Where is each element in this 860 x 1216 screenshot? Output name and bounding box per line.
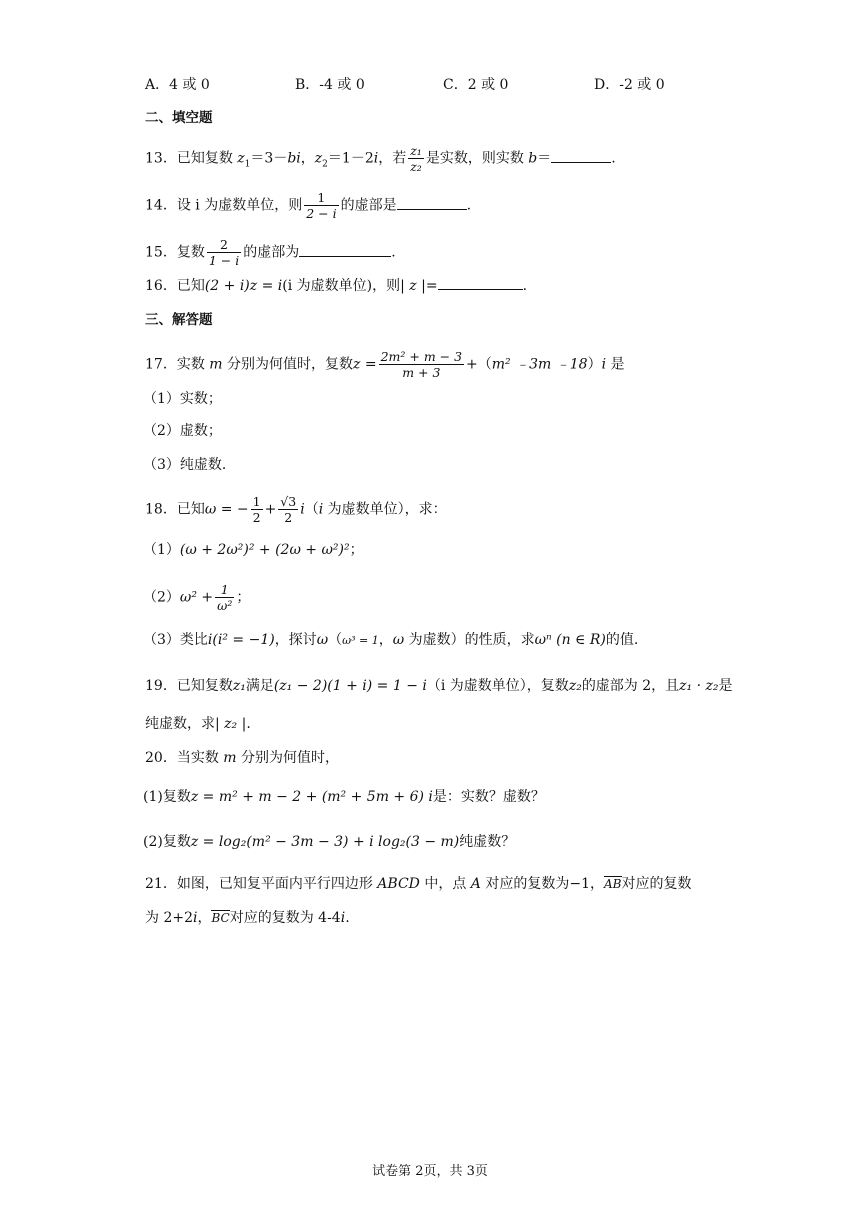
- q17-text: ）: [587, 356, 602, 373]
- q15-fraction: [207, 237, 241, 268]
- q18-fraction-1: [251, 494, 263, 525]
- q18-p3-omega: ω: [392, 632, 405, 648]
- q13-bi: bi: [287, 150, 301, 167]
- q17-expression: m² ﹣3m ﹣18: [491, 356, 588, 373]
- q13-text: 是实数，则实数: [425, 150, 529, 167]
- q19-text: 是: [718, 678, 733, 694]
- q17-text: 实数: [176, 356, 210, 373]
- q17-z-eq: z =: [353, 356, 377, 373]
- q13-z2: z: [314, 150, 323, 167]
- q20-number: 20．: [145, 750, 177, 766]
- q18-p1-end: ；: [349, 542, 364, 558]
- q18-fraction-2: [278, 494, 298, 525]
- q13-answer-blank[interactable]: [551, 149, 611, 163]
- q20-p1-label: (1)复数: [143, 789, 191, 805]
- q19-z2: z₂: [568, 678, 582, 694]
- q14-end: .: [466, 197, 472, 214]
- q19-text: 纯虚数，求: [145, 716, 215, 732]
- q18-omega-eq: ω = −: [204, 501, 249, 518]
- q13-z1: z: [237, 150, 245, 167]
- q14-frac-den: 2 − i: [306, 206, 337, 221]
- q18-p2-expression: ω² +: [179, 589, 214, 606]
- q20-p2-label: (2)复数: [143, 834, 191, 850]
- q16-number: 16．: [145, 278, 177, 294]
- q20-text: 分别为何值时，: [236, 750, 340, 766]
- q21-point-a: A: [470, 876, 481, 892]
- q15-text: 的虚部为: [243, 244, 300, 261]
- q13-frac-den: z₂: [410, 159, 422, 174]
- q18-part-2: [143, 582, 250, 613]
- q16-text: =: [425, 278, 438, 294]
- question-21-line-2: [145, 908, 350, 928]
- question-18: [145, 494, 447, 525]
- q19-text: （i 为虚数单位），复数: [426, 678, 569, 694]
- option-c: C．2 或 0: [443, 77, 509, 93]
- q17-text: 是: [606, 356, 625, 373]
- question-20: [145, 748, 339, 768]
- question-13: [145, 143, 616, 174]
- q18-plus: +: [264, 501, 277, 518]
- q18-p3-text: 的值.: [605, 632, 639, 648]
- question-17: [145, 349, 625, 380]
- q19-product: z₁ · z₂: [679, 678, 719, 694]
- q14-fraction: [304, 190, 338, 221]
- q13-text: ＝: [537, 150, 552, 167]
- q14-frac-num: 1: [304, 190, 338, 206]
- q17-fraction: [379, 349, 464, 380]
- question-21: [145, 874, 692, 894]
- section-title-fill-in: 二、填空题: [145, 110, 213, 126]
- option-a: A．4 或 0: [145, 77, 210, 93]
- q18-part-1: [143, 540, 364, 560]
- q13-text: ＝1－2: [327, 150, 374, 167]
- q13-end: .: [611, 150, 616, 167]
- q21-text: ，: [197, 910, 212, 926]
- q20-p1-expression: z = m² + m − 2 + (m² + 5m + 6) i: [190, 789, 433, 805]
- question-16: [145, 276, 527, 296]
- q19-text: 满足: [245, 678, 274, 694]
- q15-number: 15．: [145, 244, 177, 261]
- q18-p1-label: （1）: [143, 542, 180, 558]
- q19-expression: (z₁ − 2)(1 + i) = 1 − i: [273, 678, 427, 694]
- q20-part-2: [143, 832, 515, 852]
- q18-text: 为虚数单位），求：: [323, 501, 447, 518]
- q20-p2-text: 纯虚数？: [459, 834, 516, 850]
- q16-abs: | z |: [400, 278, 426, 294]
- q21-text: 对应的复数: [621, 876, 692, 892]
- q16-expression: (2 + i)z = i: [204, 278, 283, 294]
- q18-p3-omega: ω: [316, 632, 329, 648]
- q21-end: .: [345, 910, 350, 926]
- q19-text: 的虚部为 2，且: [581, 678, 680, 694]
- q16-text: 已知: [176, 278, 205, 294]
- q18-p1-expression: (ω + 2ω²)² + (2ω + ω²)²: [179, 542, 350, 558]
- q13-z1-sub: 1: [244, 159, 251, 170]
- q17-part-1: （1）实数；: [143, 391, 222, 407]
- q19-text: 已知复数: [176, 678, 233, 694]
- q16-answer-blank[interactable]: [438, 276, 523, 290]
- q13-text: ＝3－: [250, 150, 288, 167]
- q14-number: 14．: [145, 197, 177, 214]
- q21-i: i: [340, 910, 346, 926]
- q17-m: m: [209, 356, 223, 373]
- q13-b: b: [528, 150, 538, 167]
- q18-f2-num: √3: [280, 494, 297, 509]
- q14-answer-blank[interactable]: [397, 196, 467, 210]
- q18-p3-label: （3）类比: [143, 632, 208, 648]
- page-footer: 试卷第 2页，共 3页: [372, 1164, 488, 1179]
- q20-m: m: [223, 750, 237, 766]
- q21-text: 中，点: [419, 876, 471, 892]
- q13-number: 13．: [145, 150, 177, 167]
- q17-part-2: （2）虚数；: [143, 423, 222, 439]
- q21-text: 对应的复数为−1，: [480, 876, 605, 892]
- q15-answer-blank[interactable]: [299, 243, 391, 257]
- q19-end: .: [246, 716, 251, 732]
- q18-p3-condition: ω³ = 1: [342, 634, 379, 647]
- q13-text: ，若: [378, 150, 407, 167]
- q18-p3-text: ，探讨: [274, 632, 317, 648]
- q20-p1-text: 是：实数？虚数？: [432, 789, 545, 805]
- q17-text: 分别为何值时，复数: [222, 356, 354, 373]
- q14-text: 设 i 为虚数单位，则: [176, 197, 303, 214]
- q18-i: i: [300, 501, 305, 518]
- option-d: D．-2 或 0: [594, 77, 665, 93]
- q18-p3-expression-2: ωⁿ (n ∈ R): [534, 632, 606, 648]
- q14-text: 的虚部是: [340, 197, 397, 214]
- q21-number: 21．: [145, 876, 177, 892]
- q15-text: 复数: [176, 244, 205, 261]
- q17-part-3: （3）纯虚数．: [143, 457, 236, 473]
- q13-text: ，: [300, 150, 315, 167]
- q13-i: i: [373, 150, 379, 167]
- q18-text: （: [304, 501, 319, 518]
- section-title-answer: 三、解答题: [145, 312, 213, 328]
- q19-z1: z₁: [232, 678, 246, 694]
- q13-frac-num: z₁: [410, 143, 422, 158]
- q21-i: i: [193, 910, 198, 926]
- q18-f2-den: 2: [284, 510, 293, 525]
- question-14: [145, 190, 471, 221]
- q16-text: (i 为虚数单位)，则: [282, 278, 401, 294]
- q13-text: 已知复数: [176, 150, 238, 167]
- q18-p2-num: 1: [215, 582, 234, 598]
- q21-text: 如图，已知复平面内平行四边形: [176, 876, 378, 892]
- q18-text: 已知: [176, 501, 205, 518]
- q17-text: +（: [466, 356, 492, 373]
- q15-end: .: [391, 244, 396, 261]
- q18-p3-text: 为虚数）的性质，求: [404, 632, 535, 648]
- q20-text: 当实数: [176, 750, 224, 766]
- q18-p2-den: ω²: [217, 598, 233, 613]
- q18-p3-text: ，: [378, 632, 393, 648]
- q18-f1-den: 2: [252, 510, 261, 525]
- q18-p2-fraction: [215, 582, 234, 613]
- q17-frac-den: m + 3: [402, 365, 441, 380]
- q16-end: .: [522, 278, 528, 294]
- q13-z2-sub: 2: [322, 159, 328, 170]
- q21-text: 对应的复数为 4-4: [229, 910, 341, 926]
- q18-i: i: [318, 501, 324, 518]
- question-19-line-2: [145, 714, 251, 734]
- q18-part-3: [143, 630, 638, 651]
- q20-part-1: [143, 787, 545, 807]
- q17-frac-num: 2m² + m − 3: [380, 349, 463, 364]
- q21-vector-bc: BC: [211, 911, 230, 925]
- q18-p3-expression: i(i² = −1): [207, 632, 275, 648]
- q15-frac-den: 1 − i: [208, 253, 240, 268]
- q19-abs: | z₂ |: [215, 716, 247, 732]
- q18-p2-label: （2）: [143, 589, 180, 606]
- q17-i: i: [601, 356, 607, 373]
- q20-p2-expression: z = log₂(m² − 3m − 3) + i log₂(3 − m): [190, 834, 460, 850]
- q13-fraction: [408, 143, 424, 174]
- q19-number: 19．: [145, 678, 177, 694]
- q21-vector-ab: AB: [604, 877, 622, 891]
- q21-text: 为 2+2: [145, 910, 193, 926]
- q18-f1-num: 1: [252, 494, 261, 509]
- q18-p2-end: ；: [236, 589, 251, 606]
- q15-frac-num: 2: [207, 237, 241, 253]
- q18-number: 18．: [145, 501, 177, 518]
- option-b: B．-4 或 0: [295, 77, 365, 93]
- q18-p3-text: （: [328, 632, 343, 648]
- q17-number: 17．: [145, 356, 177, 373]
- question-19: [145, 676, 733, 696]
- q21-abcd: ABCD: [377, 876, 420, 892]
- question-15: [145, 237, 396, 268]
